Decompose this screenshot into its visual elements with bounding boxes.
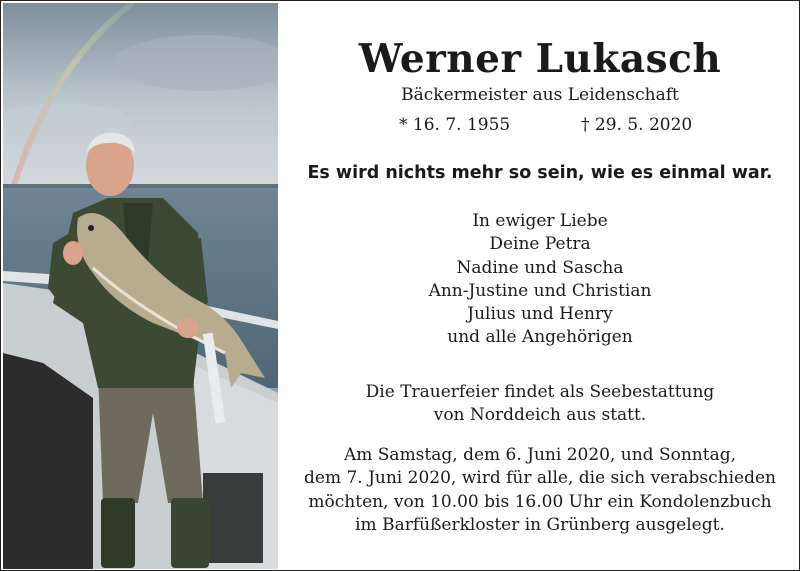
mourner-line: Ann-Justine und Christian bbox=[428, 280, 652, 301]
funeral-line: von Norddeich aus statt. bbox=[433, 405, 647, 425]
memorial-quote: Es wird nichts mehr so sein, wie es einmal war. bbox=[307, 163, 773, 183]
funeral-line: Die Trauerfeier findet als Seebestattung bbox=[365, 382, 715, 402]
condolence-line: im Barfüßerkloster in Grünberg ausgelegt. bbox=[355, 514, 725, 535]
mourner-line: Deine Petra bbox=[489, 234, 591, 255]
condolence-line: möchten, von 10.00 bis 16.00 Uhr ein Kondolenzbuch bbox=[308, 491, 772, 512]
death-date: † 29. 5. 2020 bbox=[581, 115, 693, 135]
mourner-line: und alle Angehörigen bbox=[447, 327, 633, 348]
portrait-photo bbox=[3, 3, 278, 569]
mourner-line: In ewiger Liebe bbox=[472, 211, 608, 231]
mourners-list bbox=[281, 210, 799, 350]
condolence-line: dem 7. Juni 2020, wird für alle, die sich verabschieden bbox=[304, 468, 776, 489]
funeral-notice bbox=[281, 381, 799, 427]
condolence-line: Am Samstag, dem 6. Juni 2020, und Sonntag, bbox=[343, 445, 736, 465]
condolence-notice bbox=[281, 444, 799, 537]
birth-date: * 16. 7. 1955 bbox=[399, 115, 511, 135]
mourner-line: Nadine und Sascha bbox=[456, 257, 624, 278]
obituary-text-column bbox=[281, 1, 799, 570]
profession: Bäckermeister aus Leidenschaft bbox=[401, 85, 679, 105]
deceased-name: Werner Lukasch bbox=[358, 36, 722, 82]
mourner-line: Julius und Henry bbox=[467, 304, 613, 325]
